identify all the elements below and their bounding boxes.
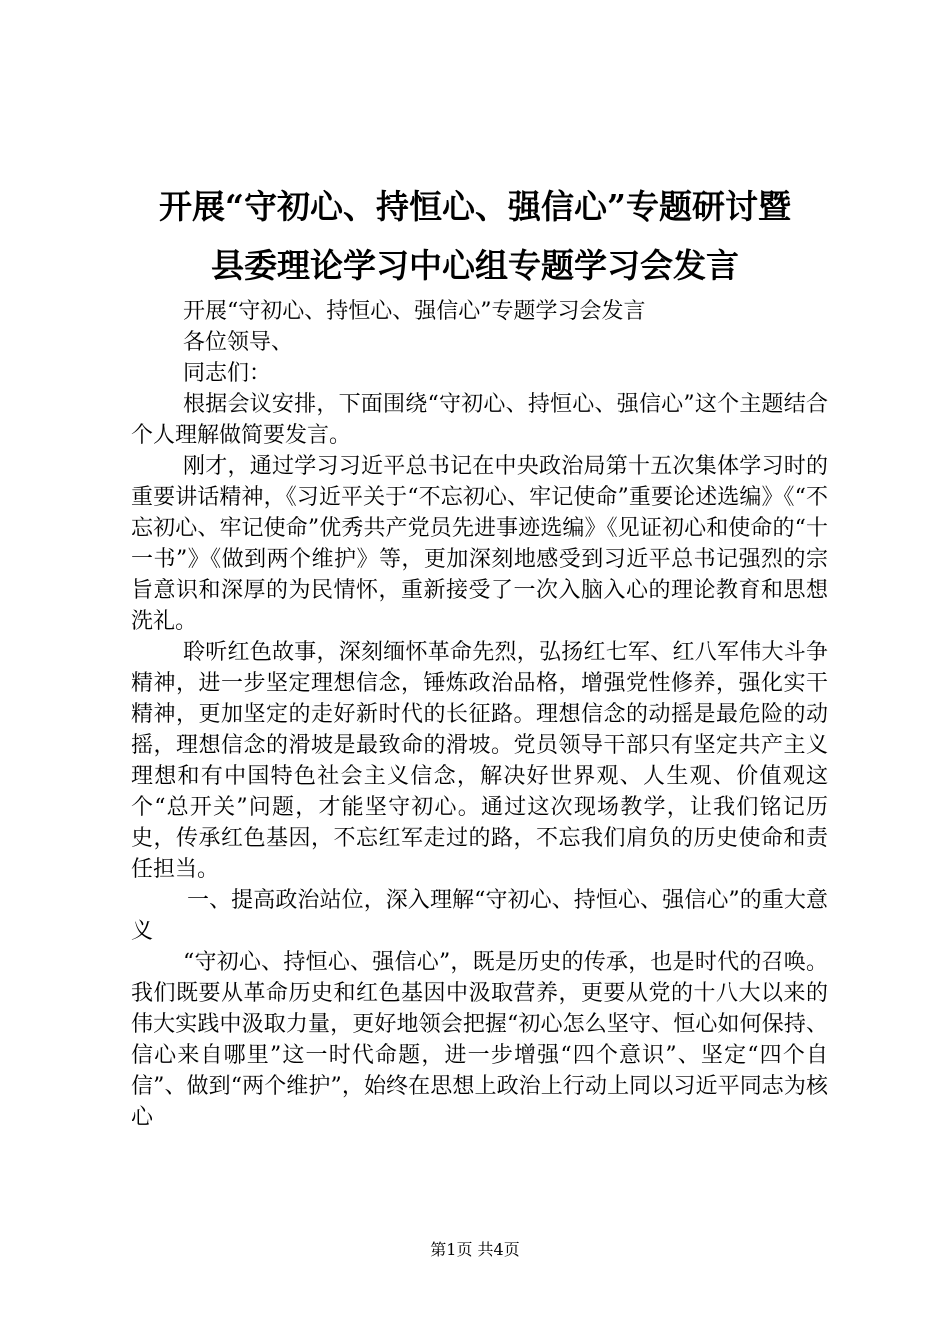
section-heading-1: 一、提高政治站位，深入理解“守初心、持恒心、强信心”的重大意义 xyxy=(131,888,828,944)
document-body xyxy=(131,296,828,1133)
paragraph-subtitle: 开展“守初心、持恒心、强信心”专题学习会发言 xyxy=(183,299,646,324)
paragraph-significance: “守初心、持恒心、强信心”，既是历史的传承，也是时代的召唤。我们既要从革命历史和红色基因中汲取营养，更要从党的十八大以来的伟大实践中汲取力量，更好地领会把握“初心怎么坚守、恒心如何保持、信心来自哪里”这一时代命题，进一步增强“四个意识”、坚定“四个自信”、做到“两个维护”，始终在思想上政治上行动上同以习近平同志为核心 xyxy=(131,950,828,1130)
paragraph-salutation-1: 各位领导、 xyxy=(183,330,294,355)
document-title-line1: 开展“守初心、持恒心、强信心”专题研讨暨 xyxy=(159,187,791,226)
paragraph-intro: 根据会议安排，下面围绕“守初心、持恒心、强信心”这个主题结合个人理解做简要发言。 xyxy=(131,392,828,448)
document-title-line2: 县委理论学习中心组专题学习会发言 xyxy=(211,246,739,285)
paragraph-salutation-2: 同志们： xyxy=(183,361,272,386)
paragraph-red-story: 聆听红色故事，深刻缅怀革命先烈，弘扬红七军、红八军伟大斗争精神，进一步坚定理想信念，锤炼政治品格，增强党性修养，强化实干精神，更加坚定的走好新时代的长征路。理想信念的动摇是最危险的动摇，理想信念的滑坡是最致命的滑坡。党员领导干部只有坚定共产主义理想和有中国特色社会主义信念，解决好世界观、人生观、价值观这个“总开关”问题，才能坚守初心。通过这次现场教学，让我们铭记历史，传承红色基因，不忘红军走过的路，不忘我们肩负的历史使命和责任担当。 xyxy=(131,640,828,882)
page-footer: 第1页 共4页 xyxy=(430,1240,520,1259)
paragraph-study: 刚才，通过学习习近平总书记在中央政治局第十五次集体学习时的重要讲话精神，《习近平关于“不忘初心、牢记使命”重要论述选编》《“不忘初心、牢记使命”优秀共产党员先进事迹选编》《见证初心和使命的“十一书”》《做到两个维护》等，更加深刻地感受到习近平总书记强烈的宗旨意识和深厚的为民情怀，重新接受了一次入脑入心的理论教育和思想洗礼。 xyxy=(131,454,828,634)
